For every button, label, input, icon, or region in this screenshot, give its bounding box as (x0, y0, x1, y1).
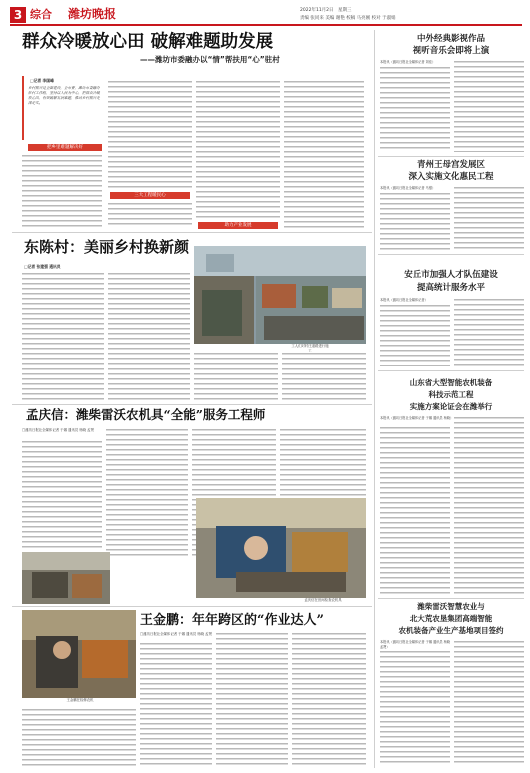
right-news-5-col2 (454, 640, 524, 766)
mengqingxin-caption: 孟庆信在田间检查农机具 (304, 598, 342, 602)
right-news-4-title2: 科技示范工程 (428, 390, 474, 399)
section-bar-2: 三大工程暖民心 (110, 192, 190, 199)
right-news-5-title2: 北大荒农垦集团高端智能 (409, 614, 493, 623)
dongchen-col4-text (282, 352, 366, 400)
right-news-3-title: 安丘市加强人才队伍建设 (404, 270, 498, 280)
lead-col3-text (196, 80, 280, 220)
page-header (10, 6, 522, 26)
lead-byline: □记者 李国峰 (30, 78, 54, 83)
wangjinpeng-byline: □潍坊日报社全媒体记者 于娜 通讯员 杨晓 孟贤 (140, 632, 212, 636)
divider (12, 232, 372, 233)
right-news-2-title2: 深入实施文化惠民工程 (408, 172, 494, 182)
dongchen-col3-text (194, 352, 278, 400)
wangjinpeng-col2-text (216, 632, 288, 766)
right-news-2-byline: 本报讯（潍坊日报社全媒体记者 马强） (380, 186, 436, 190)
lead-subtitle: ——潍坊市委融办以“情”帮扶用“心”驻村 (140, 55, 280, 64)
right-news-2-title: 青州王母宫发展区 (416, 160, 485, 170)
right-news-1-title2: 视听音乐会即将上演 (412, 46, 490, 56)
page-number: 3 (10, 7, 26, 23)
right-news-1-col2 (454, 60, 524, 152)
divider (12, 606, 372, 607)
dongchen-title: 东陈村：美丽乡村换新颜 (24, 238, 190, 256)
wangjinpeng-col0-text (22, 708, 136, 766)
divider (378, 370, 524, 371)
right-news-1-title: 中外经典影视作品 (416, 34, 485, 44)
section-bar-3: 助力产业发展 (198, 222, 278, 229)
dongchen-col2-text (108, 272, 190, 400)
right-news-3-byline: 本报讯（潍坊日报社全媒体记者） (380, 298, 428, 302)
right-news-2-col2 (454, 186, 524, 250)
mengqingxin-photo (196, 498, 366, 598)
newspaper-logo: 潍坊晚报 (68, 7, 117, 21)
right-news-5-col1 (380, 650, 450, 766)
wangjinpeng-title: 王金鹏：年年跨区的“作业达人” (140, 613, 324, 628)
right-news-4-col1 (380, 426, 450, 594)
lead-col2-text (108, 80, 192, 190)
date-line: 2022年11月2日 星期三 (300, 8, 352, 13)
right-news-4-col2 (454, 416, 524, 594)
lead-title: 群众冷暖放心田 破解难题助发展 (22, 32, 274, 52)
editors-line: 责编 张同来 美编 谢艳 校稿 马亮刚 校对 于淑娟 (300, 16, 396, 21)
intro-accent-bar (22, 76, 24, 140)
divider (378, 254, 524, 255)
wangjinpeng-col3-text (292, 632, 366, 766)
dongchen-photo (194, 246, 366, 344)
mengqingxin-col4-text (280, 428, 366, 498)
right-news-3-col2 (454, 298, 524, 366)
lead-intro: 乡村振兴是全面建设，全市要，潍坊市委融办驻村工作组，坚持以人民为中心，把群众冷暖放心田，有效破解发展难题，推动乡村振兴走深走实。 (28, 86, 100, 105)
right-news-5-title: 潍柴雷沃智慧农业与 (417, 602, 485, 611)
right-news-4-byline: 本报讯（潍坊日报社全媒体记者 于娜 通讯员 杨晓） (380, 416, 454, 420)
right-news-4-title3: 实施方案论证会在潍举行 (409, 402, 493, 411)
mengqingxin-col1-text (22, 440, 102, 550)
right-news-4-title: 山东省大型智能农机装备 (409, 378, 493, 387)
wangjinpeng-col1-text (140, 642, 212, 766)
right-news-5-byline: 本报讯（潍坊日报社全媒体记者 于娜 通讯员 杨晓 孟贤） (380, 640, 450, 649)
dongchen-col1-text (22, 272, 104, 400)
dongchen-caption1: 工人们对村庄道路进行施工 (291, 344, 329, 353)
lead-col4-text (284, 80, 364, 228)
section-bar-1: 把乡里难题解决好 (28, 144, 102, 151)
mengqingxin-byline: □潍坊日报社全媒体记者 于娜 通讯员 杨晓 孟贤 (22, 428, 94, 432)
right-news-2-col1 (380, 192, 450, 250)
divider (378, 156, 524, 157)
divider (378, 598, 524, 599)
right-news-3-title2: 提高统计服务水平 (416, 283, 485, 293)
lead-col1-text (22, 154, 102, 228)
mengqingxin-photo-small (22, 552, 110, 604)
column-divider (374, 30, 375, 768)
right-news-1-byline: 本报讯（潍坊日报社全媒体记者 刘佳） (380, 60, 436, 64)
section-name: 综合 (30, 8, 52, 21)
divider (12, 404, 372, 405)
lead-col2b-text (108, 202, 192, 228)
wangjinpeng-photo (22, 610, 136, 698)
right-news-3-col1 (380, 304, 450, 366)
dongchen-byline: □记者 张建强 通讯员 (24, 264, 61, 269)
right-news-5-title3: 农机装备产业生产基地项目签约 (398, 626, 504, 635)
mengqingxin-title: 孟庆信：潍柴雷沃农机具“全能”服务工程师 (26, 407, 266, 422)
mengqingxin-col2-text (106, 428, 188, 556)
right-news-1-col1 (380, 66, 450, 152)
wangjinpeng-caption: 王金鹏在检修农机 (66, 698, 94, 702)
